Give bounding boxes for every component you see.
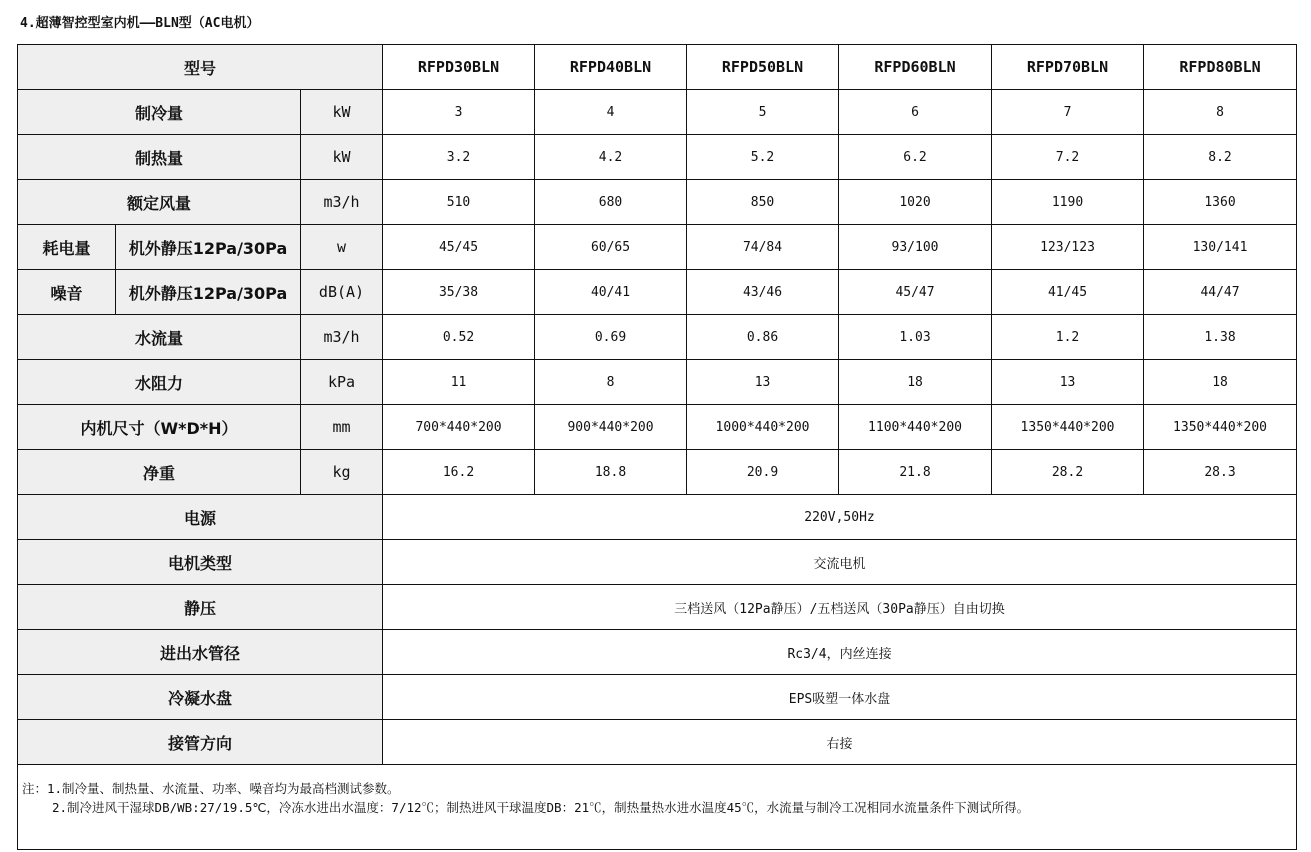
spanned-value-cell: 右接 xyxy=(383,720,1297,765)
value-cell: 1350*440*200 xyxy=(1144,405,1297,450)
notes-row xyxy=(18,765,1297,850)
spec-row xyxy=(18,315,1297,360)
value-cell: 13 xyxy=(992,360,1144,405)
value-cell: 40/41 xyxy=(535,270,687,315)
value-cell: 6 xyxy=(839,90,992,135)
row-label: 内机尺寸（W*D*H） xyxy=(18,405,301,450)
value-cell: 3.2 xyxy=(383,135,535,180)
model-name: RFPD40BLN xyxy=(535,45,687,90)
value-cell: 43/46 xyxy=(687,270,839,315)
value-cell: 700*440*200 xyxy=(383,405,535,450)
value-cell: 680 xyxy=(535,180,687,225)
row-unit: w xyxy=(301,225,383,270)
note-line: 2.制冷进风干湿球DB/WB:27/19.5℃，冷冻水进出水温度：7/12℃；制热进风干球温度DB：21℃，制热量热水进水温度45℃，水流量与制冷工况相同水流量条件下测试所得。 xyxy=(52,800,1030,815)
spanned-value-cell: Rc3/4，内丝连接 xyxy=(383,630,1297,675)
value-cell: 1000*440*200 xyxy=(687,405,839,450)
value-cell: 6.2 xyxy=(839,135,992,180)
model-name: RFPD70BLN xyxy=(992,45,1144,90)
spanned-value-cell: 220V,50Hz xyxy=(383,495,1297,540)
spec-row xyxy=(18,135,1297,180)
value-cell: 45/47 xyxy=(839,270,992,315)
value-cell: 41/45 xyxy=(992,270,1144,315)
notes-cell xyxy=(18,765,1297,850)
value-cell: 4 xyxy=(535,90,687,135)
value-cell: 5.2 xyxy=(687,135,839,180)
value-cell: 850 xyxy=(687,180,839,225)
value-cell: 1.2 xyxy=(992,315,1144,360)
value-cell: 0.69 xyxy=(535,315,687,360)
model-header-row xyxy=(18,45,1297,90)
value-cell: 1360 xyxy=(1144,180,1297,225)
row-unit: m3/h xyxy=(301,180,383,225)
value-cell: 7.2 xyxy=(992,135,1144,180)
row-label: 冷凝水盘 xyxy=(18,675,383,720)
value-cell: 18.8 xyxy=(535,450,687,495)
row-label: 进出水管径 xyxy=(18,630,383,675)
row-label: 电机类型 xyxy=(18,540,383,585)
spec-span-row xyxy=(18,585,1297,630)
spec-row xyxy=(18,225,1297,270)
value-cell: 8.2 xyxy=(1144,135,1297,180)
value-cell: 130/141 xyxy=(1144,225,1297,270)
value-cell: 11 xyxy=(383,360,535,405)
row-unit: kPa xyxy=(301,360,383,405)
spec-row xyxy=(18,405,1297,450)
value-cell: 1.03 xyxy=(839,315,992,360)
document-title: 4.超薄智控型室内机——BLN型（AC电机） xyxy=(20,16,260,31)
spec-span-row xyxy=(18,675,1297,720)
value-cell: 93/100 xyxy=(839,225,992,270)
model-name: RFPD60BLN xyxy=(839,45,992,90)
value-cell: 28.3 xyxy=(1144,450,1297,495)
note-line: 注：1.制冷量、制热量、水流量、功率、噪音均为最高档测试参数。 xyxy=(22,781,400,796)
row-unit: kW xyxy=(301,135,383,180)
value-cell: 35/38 xyxy=(383,270,535,315)
row-unit: kW xyxy=(301,90,383,135)
value-cell: 900*440*200 xyxy=(535,405,687,450)
value-cell: 0.52 xyxy=(383,315,535,360)
value-cell: 510 xyxy=(383,180,535,225)
spec-span-row xyxy=(18,720,1297,765)
row-label: 机外静压12Pa/30Pa xyxy=(116,270,301,315)
value-cell: 28.2 xyxy=(992,450,1144,495)
row-label: 水流量 xyxy=(18,315,301,360)
row-unit: kg xyxy=(301,450,383,495)
row-label: 净重 xyxy=(18,450,301,495)
value-cell: 45/45 xyxy=(383,225,535,270)
value-cell: 20.9 xyxy=(687,450,839,495)
row-label: 机外静压12Pa/30Pa xyxy=(116,225,301,270)
value-cell: 8 xyxy=(1144,90,1297,135)
value-cell: 123/123 xyxy=(992,225,1144,270)
row-group-label: 噪音 xyxy=(18,270,116,315)
value-cell: 74/84 xyxy=(687,225,839,270)
row-label: 静压 xyxy=(18,585,383,630)
row-label: 制冷量 xyxy=(18,90,301,135)
spanned-value-cell: 三档送风（12Pa静压）/五档送风（30Pa静压）自由切换 xyxy=(383,585,1297,630)
spec-table xyxy=(17,44,1297,850)
value-cell: 1350*440*200 xyxy=(992,405,1144,450)
spec-row xyxy=(18,180,1297,225)
spanned-value-cell: 交流电机 xyxy=(383,540,1297,585)
spec-row xyxy=(18,270,1297,315)
spec-span-row xyxy=(18,540,1297,585)
value-cell: 13 xyxy=(687,360,839,405)
value-cell: 44/47 xyxy=(1144,270,1297,315)
spanned-value-cell: EPS吸塑一体水盘 xyxy=(383,675,1297,720)
row-label: 水阻力 xyxy=(18,360,301,405)
spec-span-row xyxy=(18,630,1297,675)
spec-row xyxy=(18,360,1297,405)
value-cell: 1190 xyxy=(992,180,1144,225)
value-cell: 1.38 xyxy=(1144,315,1297,360)
model-label: 型号 xyxy=(18,45,383,90)
value-cell: 8 xyxy=(535,360,687,405)
row-unit: dB(A) xyxy=(301,270,383,315)
spec-row xyxy=(18,450,1297,495)
value-cell: 1020 xyxy=(839,180,992,225)
spec-row xyxy=(18,90,1297,135)
spec-span-row xyxy=(18,495,1297,540)
row-label: 制热量 xyxy=(18,135,301,180)
value-cell: 16.2 xyxy=(383,450,535,495)
value-cell: 1100*440*200 xyxy=(839,405,992,450)
value-cell: 21.8 xyxy=(839,450,992,495)
value-cell: 4.2 xyxy=(535,135,687,180)
value-cell: 7 xyxy=(992,90,1144,135)
value-cell: 0.86 xyxy=(687,315,839,360)
value-cell: 5 xyxy=(687,90,839,135)
model-name: RFPD80BLN xyxy=(1144,45,1297,90)
row-label: 电源 xyxy=(18,495,383,540)
row-unit: m3/h xyxy=(301,315,383,360)
value-cell: 18 xyxy=(839,360,992,405)
value-cell: 3 xyxy=(383,90,535,135)
model-name: RFPD50BLN xyxy=(687,45,839,90)
model-name: RFPD30BLN xyxy=(383,45,535,90)
row-label: 接管方向 xyxy=(18,720,383,765)
value-cell: 60/65 xyxy=(535,225,687,270)
row-unit: mm xyxy=(301,405,383,450)
row-group-label: 耗电量 xyxy=(18,225,116,270)
row-label: 额定风量 xyxy=(18,180,301,225)
value-cell: 18 xyxy=(1144,360,1297,405)
